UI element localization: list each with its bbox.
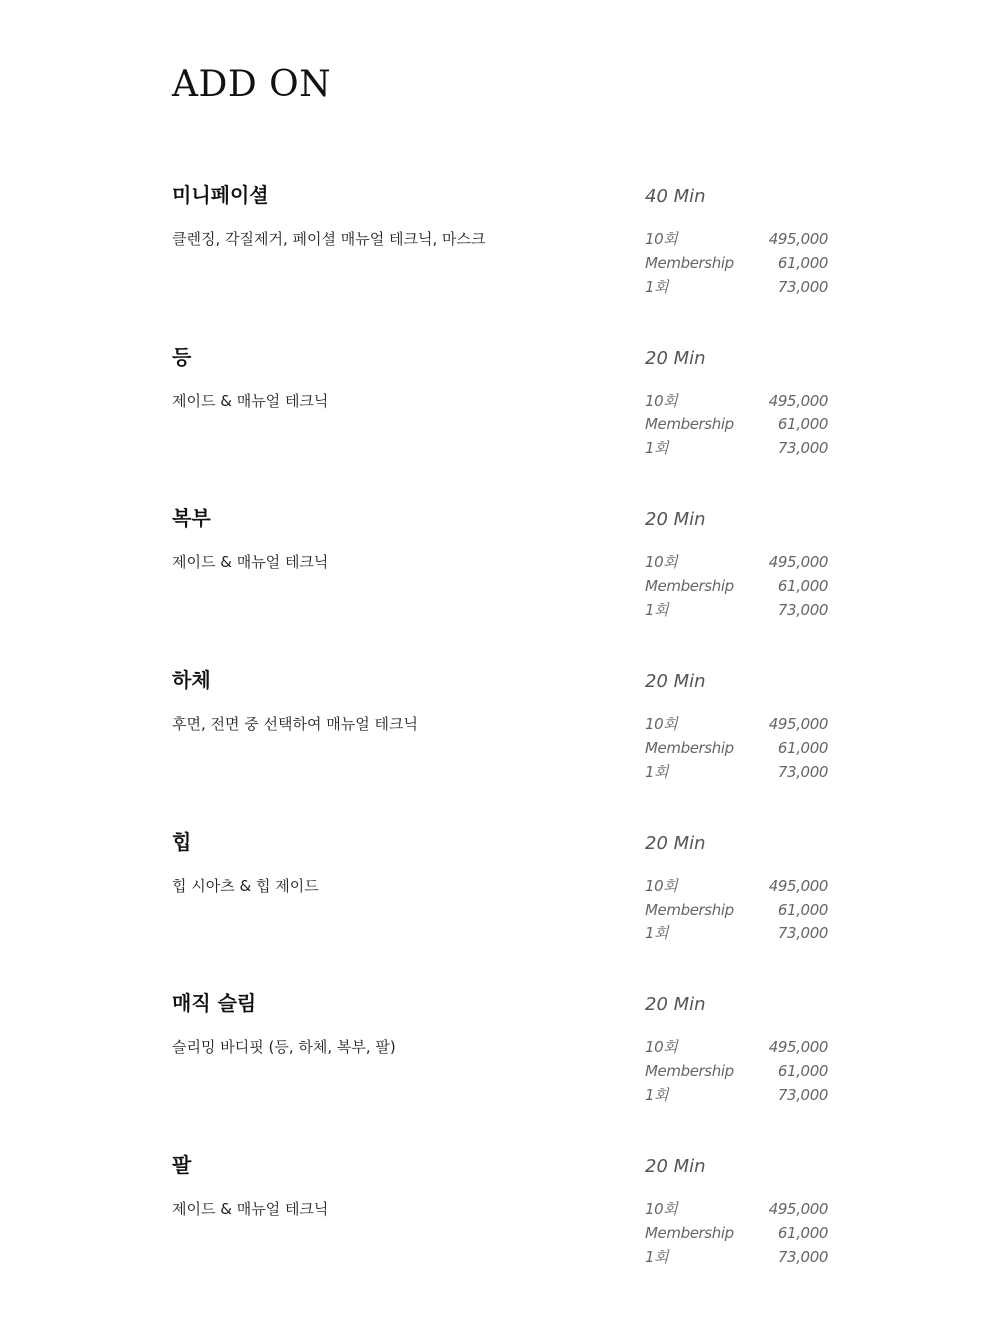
price-row xyxy=(645,437,828,461)
price-value: 73,000 xyxy=(777,1086,828,1105)
price-value: 73,000 xyxy=(777,1247,828,1266)
price-label: Membership xyxy=(645,577,734,596)
price-row xyxy=(645,252,828,276)
price-label: 1회 xyxy=(645,924,669,943)
price-row xyxy=(645,1084,828,1108)
price-row xyxy=(645,899,828,923)
item-name: 미니페이셜 xyxy=(172,183,269,207)
menu-item xyxy=(0,823,1000,985)
item-description: 제이드 & 매뉴얼 테크닉 xyxy=(172,1200,329,1219)
price-table xyxy=(645,713,828,784)
price-label: 1회 xyxy=(645,439,669,458)
item-duration: 20 Min xyxy=(645,347,706,369)
price-value: 73,000 xyxy=(777,277,828,296)
price-value: 61,000 xyxy=(777,1062,828,1081)
page-title: ADD ON xyxy=(172,64,332,105)
price-label: Membership xyxy=(645,1223,734,1242)
price-value: 495,000 xyxy=(768,391,828,410)
price-row xyxy=(645,413,828,437)
item-duration: 20 Min xyxy=(645,832,706,854)
price-row xyxy=(645,1060,828,1084)
price-value: 73,000 xyxy=(777,924,828,943)
price-label: 10회 xyxy=(645,1038,678,1057)
price-label: 10회 xyxy=(645,876,678,895)
price-row xyxy=(645,875,828,899)
item-description: 클렌징, 각질제거, 페이셜 매뉴얼 테크닉, 마스크 xyxy=(172,230,486,248)
price-row xyxy=(645,276,828,300)
price-table xyxy=(645,390,828,461)
item-duration: 40 Min xyxy=(645,186,706,207)
item-description: 슬리밍 바디핏 (등, 하체, 복부, 팔) xyxy=(172,1038,396,1057)
price-value: 61,000 xyxy=(777,738,828,757)
price-label: 1회 xyxy=(645,277,669,296)
item-duration: 20 Min xyxy=(645,1156,706,1178)
price-label: Membership xyxy=(645,415,734,434)
item-duration: 20 Min xyxy=(645,509,706,531)
menu-item xyxy=(0,1146,1000,1308)
price-label: 10회 xyxy=(645,1200,678,1219)
price-row xyxy=(645,922,828,946)
price-value: 61,000 xyxy=(777,577,828,596)
item-duration: 20 Min xyxy=(645,671,706,693)
price-row xyxy=(645,1222,828,1246)
price-value: 61,000 xyxy=(777,900,828,919)
price-value: 495,000 xyxy=(768,230,828,248)
price-value: 73,000 xyxy=(777,439,828,458)
item-description: 제이드 & 매뉴얼 테크닉 xyxy=(172,391,329,410)
price-label: 1회 xyxy=(645,1086,669,1105)
menu-item xyxy=(0,661,1000,823)
price-value: 495,000 xyxy=(768,1038,828,1057)
price-label: 1회 xyxy=(645,600,669,619)
price-value: 495,000 xyxy=(768,1200,828,1219)
item-description: 제이드 & 매뉴얼 테크닉 xyxy=(172,553,329,572)
price-row xyxy=(645,761,828,785)
price-row xyxy=(645,713,828,737)
price-label: 10회 xyxy=(645,715,678,734)
item-description: 힙 시아츠 & 힙 제이드 xyxy=(172,876,319,895)
price-row xyxy=(645,390,828,414)
price-label: Membership xyxy=(645,1062,734,1081)
price-row xyxy=(645,599,828,623)
price-value: 495,000 xyxy=(768,715,828,734)
item-name: 등 xyxy=(172,344,192,369)
price-value: 61,000 xyxy=(777,1223,828,1242)
price-table xyxy=(645,551,828,622)
menu-list xyxy=(0,176,1000,1308)
menu-item xyxy=(0,338,1000,500)
price-label: Membership xyxy=(645,738,734,757)
price-label: 10회 xyxy=(645,553,678,572)
price-table xyxy=(645,1198,828,1269)
item-name: 하체 xyxy=(172,668,211,693)
price-table xyxy=(645,1036,828,1107)
item-name: 복부 xyxy=(172,506,211,531)
price-value: 495,000 xyxy=(768,553,828,572)
item-name: 힙 xyxy=(172,829,192,854)
menu-item xyxy=(0,984,1000,1146)
menu-item xyxy=(0,176,1000,338)
price-value: 73,000 xyxy=(777,762,828,781)
item-name: 팔 xyxy=(172,1153,192,1178)
price-row xyxy=(645,228,828,252)
price-label: 10회 xyxy=(645,230,678,248)
price-value: 73,000 xyxy=(777,600,828,619)
price-label: 1회 xyxy=(645,1247,669,1266)
item-description: 후면, 전면 중 선택하여 매뉴얼 테크닉 xyxy=(172,715,418,734)
price-value: 61,000 xyxy=(777,415,828,434)
price-row xyxy=(645,1036,828,1060)
item-duration: 20 Min xyxy=(645,994,706,1016)
price-label: 10회 xyxy=(645,391,678,410)
price-row xyxy=(645,1198,828,1222)
price-value: 495,000 xyxy=(768,876,828,895)
price-table xyxy=(645,875,828,946)
price-row xyxy=(645,1246,828,1270)
price-value: 61,000 xyxy=(777,253,828,272)
price-row xyxy=(645,551,828,575)
price-label: Membership xyxy=(645,253,734,272)
price-table xyxy=(645,228,828,299)
item-name: 매직 슬림 xyxy=(172,991,257,1016)
price-row xyxy=(645,575,828,599)
price-label: Membership xyxy=(645,900,734,919)
price-row xyxy=(645,737,828,761)
menu-item xyxy=(0,499,1000,661)
price-label: 1회 xyxy=(645,762,669,781)
